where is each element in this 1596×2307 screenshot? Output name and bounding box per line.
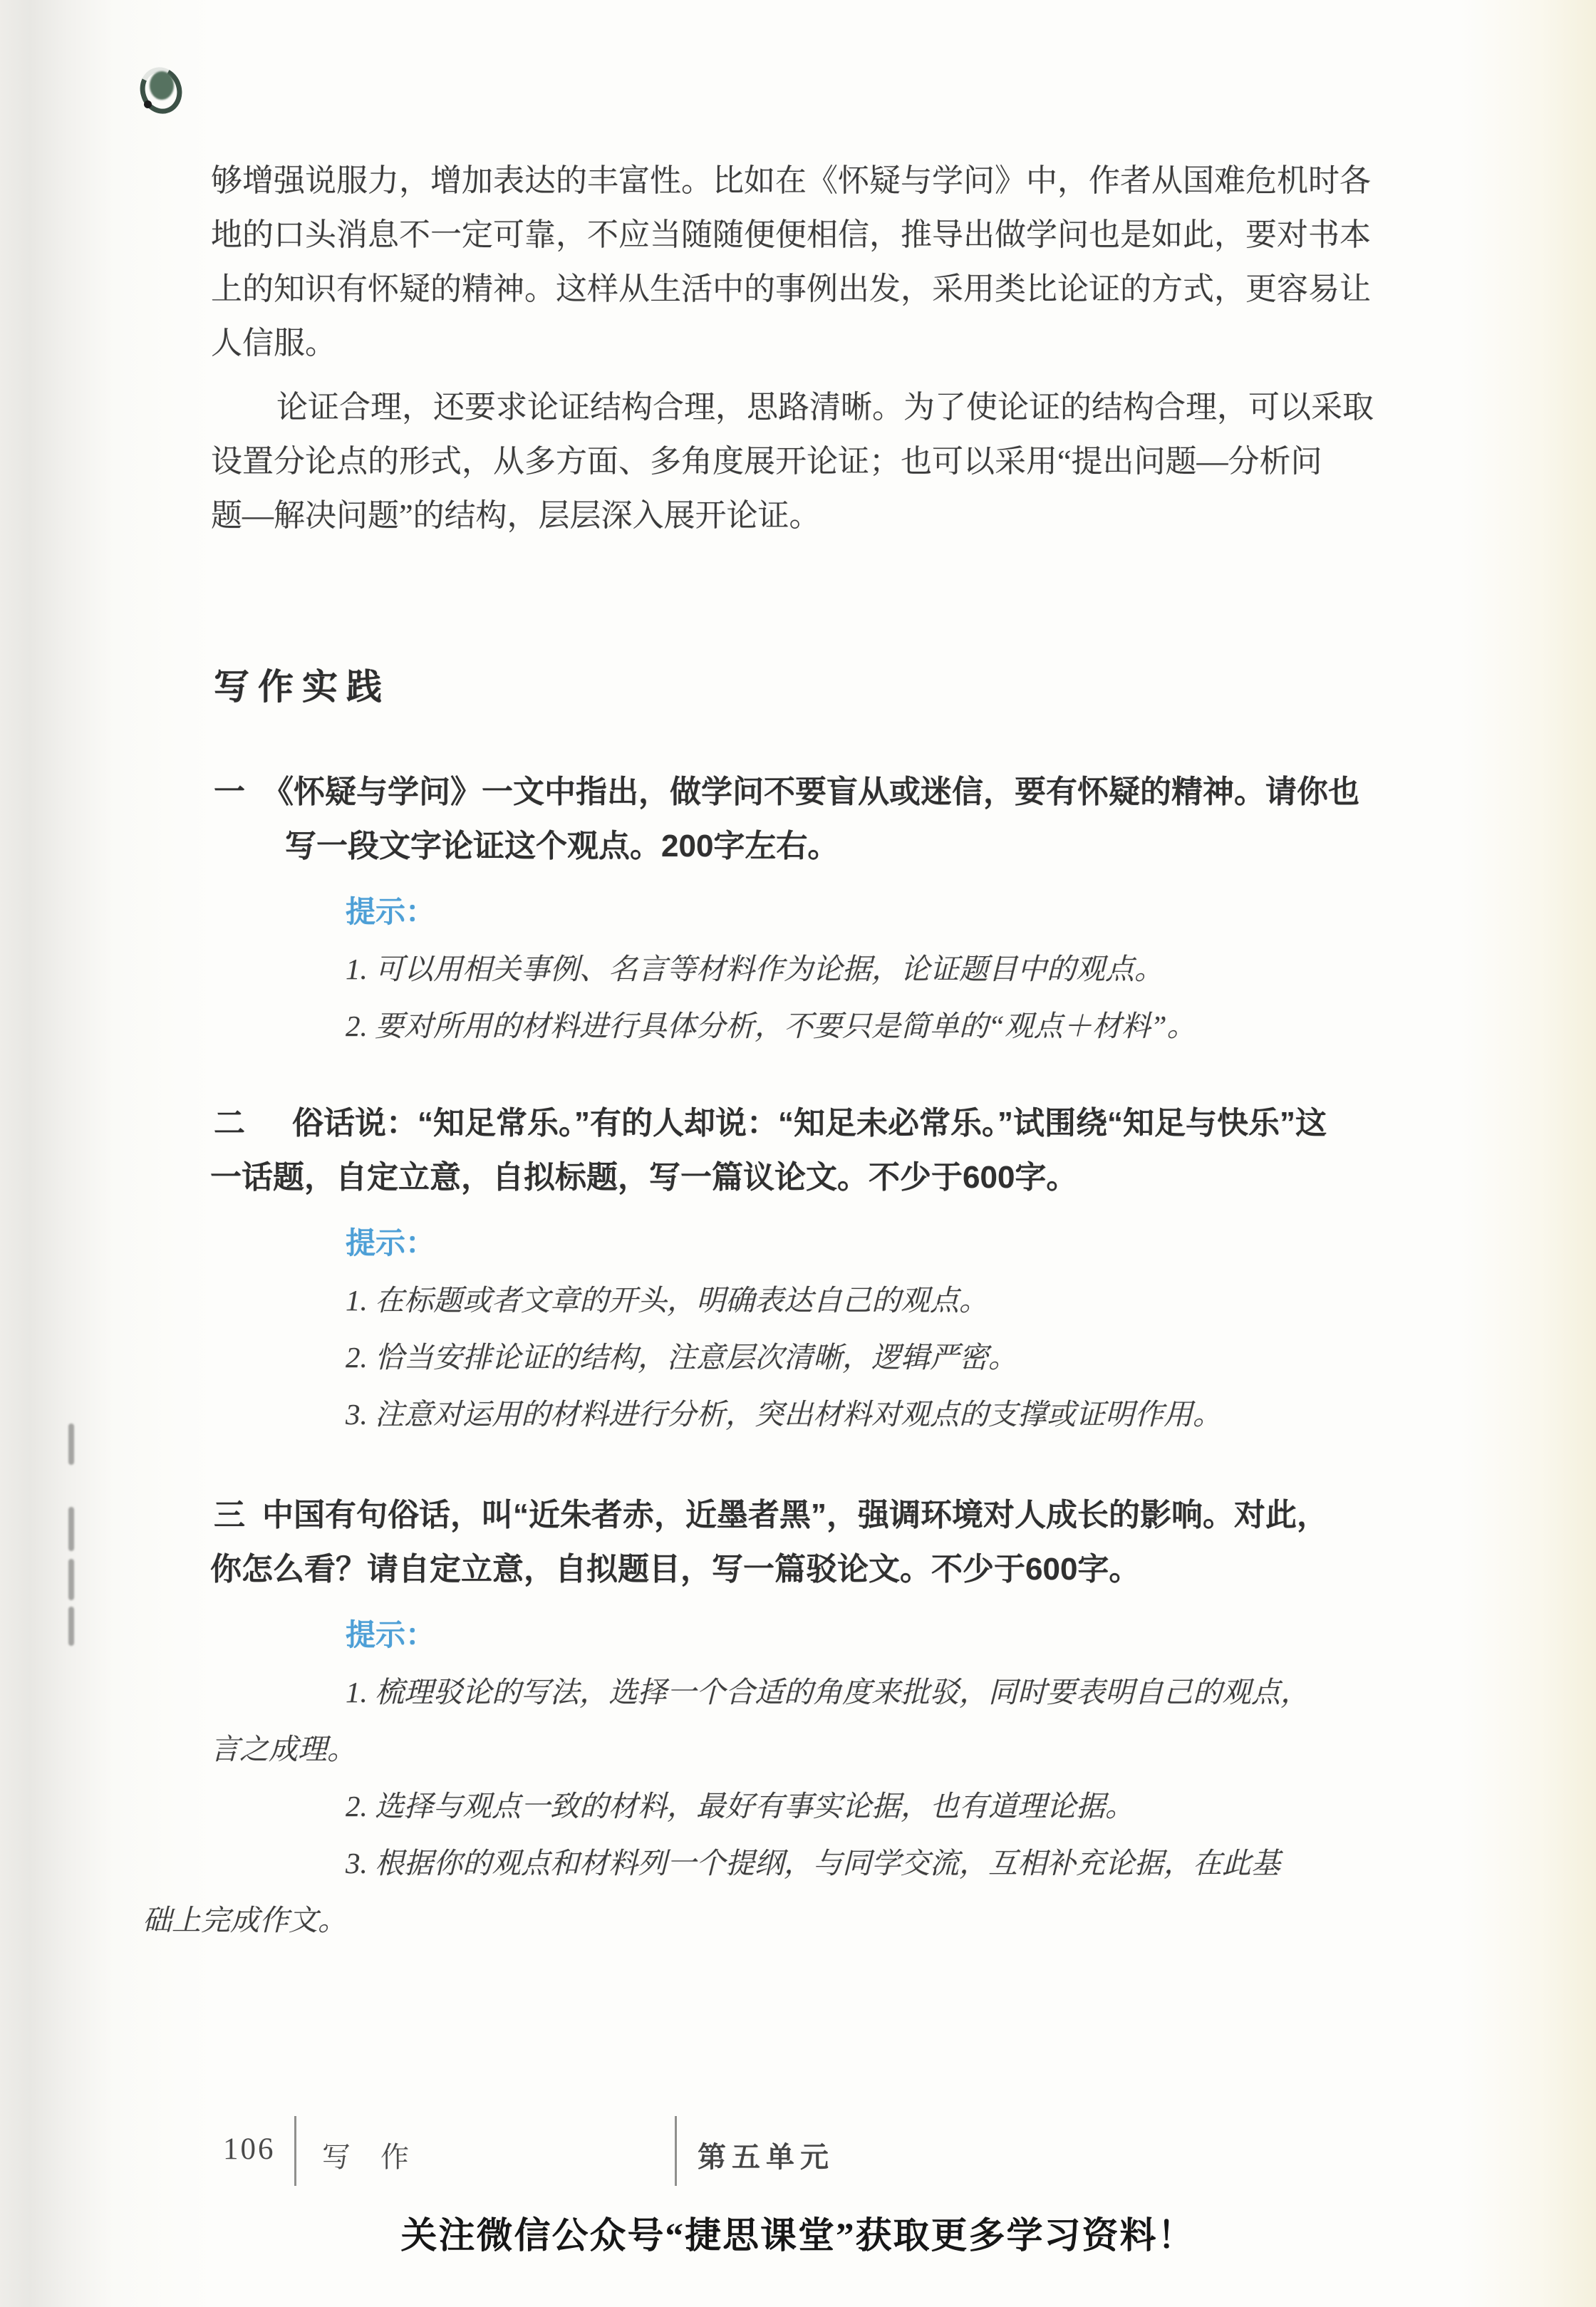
- exercise-task-text: 《怀疑与学问》一文中指出，做学问不要盲从或迷信，要有怀疑的精神。请你也: [262, 774, 1359, 809]
- section-title-writing-practice: 写作实践: [214, 667, 390, 707]
- hint-item-wrap: 础上完成作文。: [142, 1904, 347, 1937]
- exercise-two: [0, 1097, 1596, 1441]
- exercise-number: 二: [214, 1106, 245, 1141]
- exercise-task-text: 你怎么看？请自定立意，自拟题目，写一篇驳论文。不少于600字。: [210, 1552, 1141, 1587]
- intro-paragraph-1: [0, 154, 1596, 370]
- hint-item: 2. 恰当安排论证的结构，注意层次清晰，逻辑严密。: [346, 1341, 1017, 1374]
- footer-section-label: 写 作: [322, 2141, 420, 2173]
- exercise-number: 一: [214, 774, 245, 809]
- hint-item-wrap: 言之成理。: [210, 1733, 356, 1766]
- hint-item: 1. 梳理驳论的写法，选择一个合适的角度来批驳，同时要表明自己的观点，: [346, 1676, 1310, 1709]
- hint-label: 提示：: [346, 895, 436, 928]
- page-number: 106: [223, 2132, 276, 2166]
- exercise-two-first-line: [0, 1097, 1596, 1151]
- exercise-one: [0, 765, 1596, 1053]
- intro-paragraph-2: [0, 380, 1596, 543]
- hint-label: 提示：: [346, 1618, 436, 1652]
- body-text-line: 人信服。: [211, 326, 336, 361]
- exercise-task-text: 写一段文字论证这个观点。200字左右。: [285, 829, 839, 864]
- exercise-three: [0, 1488, 1596, 1947]
- hint-item: 2. 选择与观点一致的材料，最好有事实论据，也有道理论据。: [346, 1790, 1134, 1823]
- body-text-line: 论证合理，还要求论证结构合理，思路清晰。为了使论证的结构合理，可以采取: [276, 390, 1374, 425]
- exercise-task-text: 中国有句俗话，叫“近朱者赤，近墨者黑”，强调环境对人成长的影响。对此，: [262, 1498, 1328, 1533]
- footer-divider: [294, 2116, 296, 2186]
- seal-core: [150, 71, 174, 100]
- footer-divider: [675, 2116, 677, 2186]
- body-text-line: 题—解决问题”的结构，层层深入展开论证。: [211, 498, 821, 533]
- exercise-three-first-line: [0, 1488, 1596, 1543]
- hint-item: 3. 根据你的观点和材料列一个提纲，与同学交流，互相补充论据，在此基: [346, 1847, 1280, 1880]
- seal-dot: [144, 100, 152, 108]
- exercise-one-first-line: [0, 765, 1596, 819]
- exercise-task-text: 一话题，自定立意，自拟标题，写一篇议论文。不少于600字。: [210, 1160, 1078, 1195]
- exercise-number: 三: [214, 1498, 245, 1533]
- footer-unit-label: 第五单元: [698, 2141, 834, 2173]
- body-text-line: 上的知识有怀疑的精神。这样从生活中的事例出发，采用类比论证的方式，更容易让: [211, 271, 1371, 306]
- promo-banner-text: 关注微信公众号“捷思课堂”获取更多学习资料！: [400, 2217, 1196, 2256]
- hint-item: 3. 注意对运用的材料进行分析，突出材料对观点的支撑或证明作用。: [346, 1398, 1222, 1431]
- hint-item: 2. 要对所用的材料进行具体分析，不要只是简单的“观点＋材料”。: [346, 1010, 1196, 1042]
- body-text-line: 设置分论点的形式，从多方面、多角度展开论证；也可以采用“提出问题—分析问: [211, 444, 1322, 479]
- hint-label: 提示：: [346, 1226, 436, 1260]
- hint-item: 1. 可以用相关事例、名言等材料作为论据，论证题目中的观点。: [346, 953, 1164, 985]
- green-seal-icon: [140, 61, 182, 117]
- body-text-line: 够增强说服力，增加表达的丰富性。比如在《怀疑与学问》中，作者从国难危机时各: [211, 163, 1371, 198]
- hint-item: 1. 在标题或者文章的开头，明确表达自己的观点。: [346, 1284, 988, 1317]
- body-text-line: 地的口头消息不一定可靠，不应当随随便便相信，推导出做学问也是如此，要对书本: [211, 217, 1371, 252]
- exercise-task-text: 俗话说：“知足常乐。”有的人却说：“知足未必常乐。”试围绕“知足与快乐”这: [292, 1106, 1327, 1141]
